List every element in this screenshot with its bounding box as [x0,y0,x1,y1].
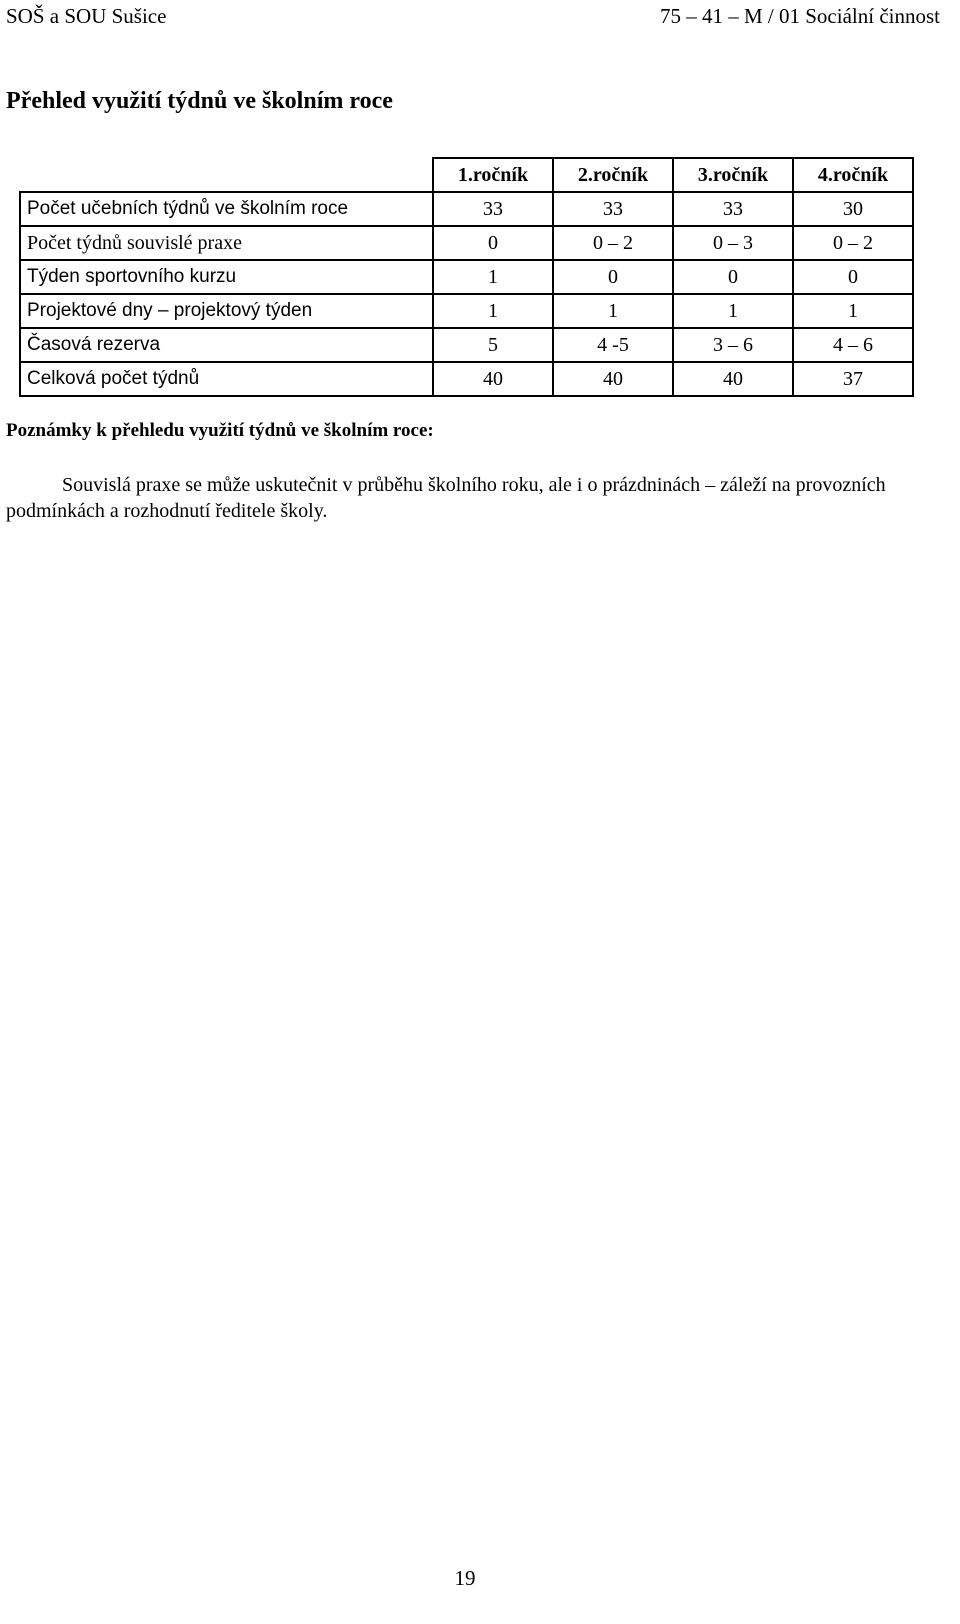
table-row [20,362,913,396]
table-cell: 1 [433,294,553,328]
table-row [20,192,913,226]
table-row [20,294,913,328]
table-cell: 1 [673,294,793,328]
table-row [20,328,913,362]
row-label: Celková počet týdnů [20,362,433,396]
row-label: Počet učebních týdnů ve školním roce [20,192,433,226]
study-program: 75 – 41 – M / 01 Sociální činnost [660,4,940,28]
page-number: 19 [454,1566,476,1590]
table-cell: 5 [433,328,553,362]
table-cell: 40 [433,362,553,396]
table-cell: 33 [553,192,673,226]
table-cell: 0 [793,260,913,294]
table-cell: 4 – 6 [793,328,913,362]
table-cell: 0 – 2 [553,226,673,260]
table-cell: 30 [793,192,913,226]
table-cell: 40 [673,362,793,396]
table-cell: 33 [673,192,793,226]
row-label: Počet týdnů souvislé praxe [20,226,433,260]
table-cell: 1 [433,260,553,294]
school-name: SOŠ a SOU Sušice [6,4,167,28]
page-title: Přehled využití týdnů ve školním roce [6,88,393,114]
table-cell: 0 [553,260,673,294]
table-row [20,260,913,294]
weeks-table [19,157,914,397]
table-cell: 1 [553,294,673,328]
table-cell: 40 [553,362,673,396]
row-label: Týden sportovního kurzu [20,260,433,294]
table-cell: 0 [433,226,553,260]
column-header: 4.ročník [793,158,913,192]
table-cell: 0 – 3 [673,226,793,260]
table-cell: 4 -5 [553,328,673,362]
page-header [6,4,940,32]
column-header: 3.ročník [673,158,793,192]
table-header-row [20,158,913,192]
row-label: Projektové dny – projektový týden [20,294,433,328]
table-cell: 33 [433,192,553,226]
column-header: 2.ročník [553,158,673,192]
column-header: 1.ročník [433,158,553,192]
row-label: Časová rezerva [20,328,433,362]
notes-heading: Poznámky k přehledu využití týdnů ve školním roce: [6,420,434,441]
table-corner-cell [20,158,433,192]
notes-paragraph: Souvislá praxe se může uskutečnit v průběhu školního roku, ale i o prázdninách – záleží na provozních podmínkách a rozhodnutí ředitele školy. [6,474,886,522]
table-cell: 0 [673,260,793,294]
table-cell: 37 [793,362,913,396]
table-cell: 3 – 6 [673,328,793,362]
table-row [20,226,913,260]
table-cell: 1 [793,294,913,328]
table-cell: 0 – 2 [793,226,913,260]
